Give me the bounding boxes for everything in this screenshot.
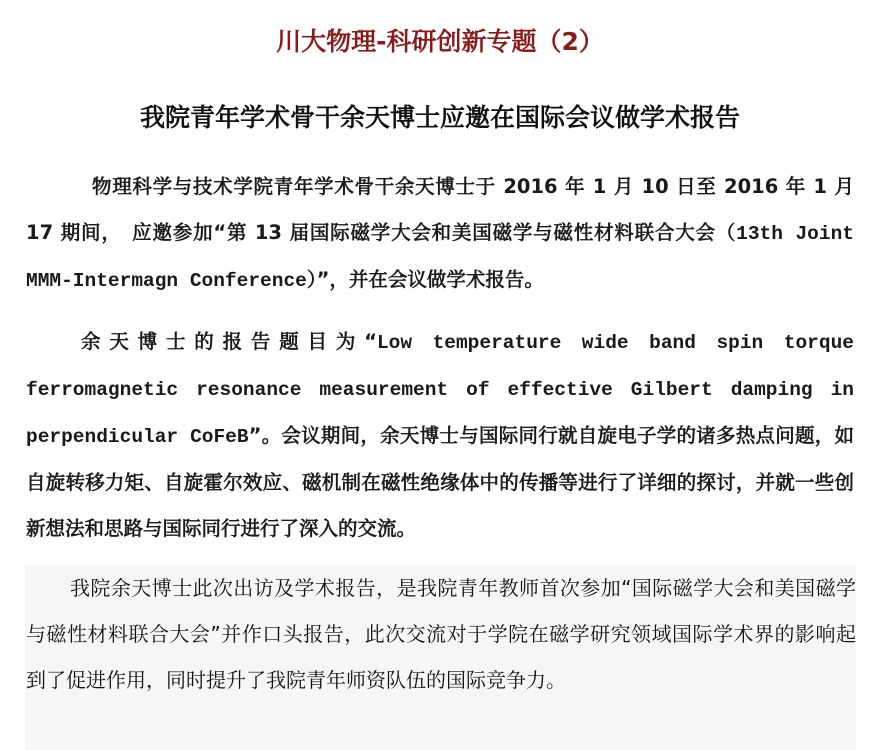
series-title: 川大物理-科研创新专题（2） [276,27,604,56]
conference-name: 13th Joint MMM-Intermagn Conference [26,223,854,292]
paragraph-2-text-before: 余天博士的报告题目为“ [81,330,377,353]
paragraph-2 [26,319,854,552]
report-title: Low temperature wide band spin torque ferromagnetic resonance measurement of effective Gilbert damping in perpendicular CoFeB [26,332,854,448]
headline: 我院青年学术骨干余天博士应邀在国际会议做学术报告 [139,103,740,132]
paragraph-1 [26,164,854,304]
paragraph-3 [25,565,856,750]
paragraph-3-text: 我院余天博士此次出访及学术报告，是我院青年教师首次参加“国际磁学大会和美国磁学与磁性材料联合大会”并作口头报告，此次交流对于学院在磁学研究领域国际学术界的影响起到了促进作用，同时提升了我院青年师资队伍的国际竞争力。 [26,576,856,692]
paragraph-2-text-after: ”。会议期间，余天博士与国际同行就自旋电子学的诸多热点问题，如自旋转移力矩、自旋霍尔效应、磁机制在磁性绝缘体中的传播等进行了详细的探讨，并就一些创新想法和思路与国际同行进行了深入的交流。 [26,424,854,540]
paragraph-1-text-before: 物理科学与技术学院青年学术骨干余天博士于 2016 年 1 月 10 日至 2016 年 1 月 17 期间， 应邀参加“第 13 届国际磁学大会和美国磁学与磁性材料联合大会（ [26,175,854,244]
paragraph-1-text-after: ）”，并在会议做学术报告。 [306,268,544,291]
